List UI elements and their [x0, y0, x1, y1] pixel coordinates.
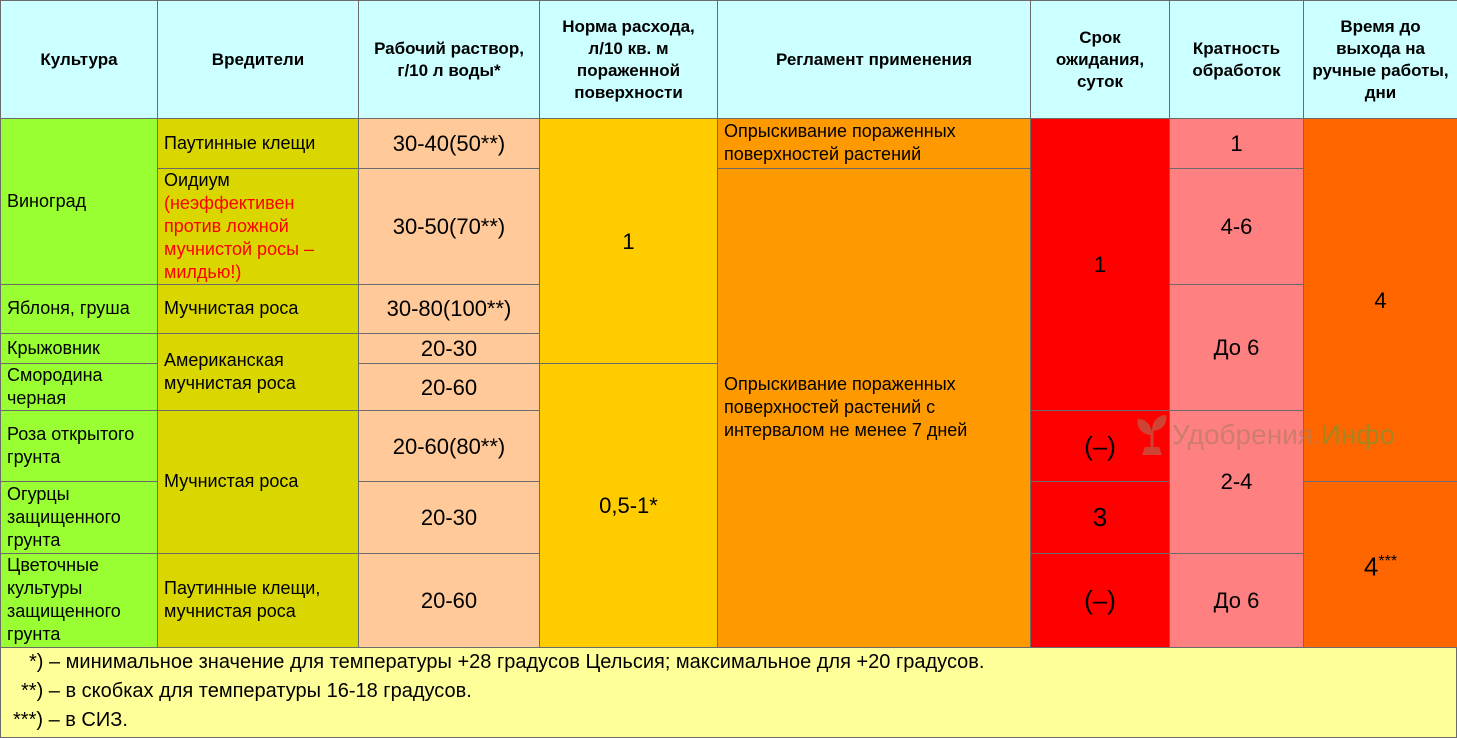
- solution-cell: 20-60: [359, 553, 540, 647]
- header-pests: Вредители: [158, 1, 359, 119]
- pest-powdery: Мучнистая роса: [158, 284, 359, 333]
- solution-cell: 30-50(70**): [359, 168, 540, 284]
- solution-cell: 20-60: [359, 364, 540, 411]
- culture-gooseberry: Крыжовник: [1, 334, 158, 364]
- header-culture: Культура: [1, 1, 158, 119]
- culture-apple: Яблоня, груша: [1, 284, 158, 333]
- header-multiplicity: Кратность обработок: [1170, 1, 1304, 119]
- culture-cucumber: Огурцы защищенного грунта: [1, 482, 158, 553]
- multiplicity-cell: 4-6: [1170, 168, 1304, 284]
- pest-oidium-note: (неэффективен против ложной мучнистой росы – милдью!): [164, 193, 314, 282]
- time-bottom-sup: ***: [1378, 553, 1397, 570]
- solution-cell: 20-30: [359, 334, 540, 364]
- regulation-top: Опрыскивание пораженных поверхностей растений: [718, 119, 1031, 168]
- footnotes: [0, 647, 1457, 738]
- regulation-bottom: Опрыскивание пораженных поверхностей растений с интервалом не менее 7 дней: [718, 168, 1031, 648]
- footnote-1: *) – минимальное значение для температуры +28 градусов Цельсия; максимальное для +20 градусов.: [1, 648, 1456, 677]
- footnote-3: ***) – в СИЗ.: [1, 706, 1456, 735]
- solution-cell: 20-30: [359, 482, 540, 553]
- pest-oidium: [158, 168, 359, 284]
- header-time: Время до выхода на ручные работы, дни: [1304, 1, 1457, 119]
- wait-cucumber: 3: [1031, 482, 1170, 553]
- header-solution: Рабочий раствор, г/10 л воды*: [359, 1, 540, 119]
- pest-powdery: Мучнистая роса: [158, 411, 359, 553]
- time-top: 4: [1304, 119, 1457, 482]
- footnote-2: **) – в скобках для температуры 16-18 градусов.: [1, 677, 1456, 706]
- multiplicity-cell: До 6: [1170, 553, 1304, 647]
- culture-currant: Смородина черная: [1, 364, 158, 411]
- multiplicity-cell: 2-4: [1170, 411, 1304, 553]
- header-norm: Норма расхода, л/10 кв. м пораженной поверхности: [540, 1, 718, 119]
- header-regulation: Регламент применения: [718, 1, 1031, 119]
- norm-top: 1: [540, 119, 718, 364]
- pest-spider-mites: Паутинные клещи: [158, 119, 359, 168]
- wait-rose: (–): [1031, 411, 1170, 482]
- pest-oidium-label: Оидиум: [164, 170, 230, 190]
- norm-bottom: 0,5-1*: [540, 364, 718, 648]
- header-row: [1, 1, 1457, 119]
- table-row: [1, 168, 1457, 284]
- pest-mites-powdery: Паутинные клещи, мучнистая роса: [158, 553, 359, 647]
- time-bottom-value: 4: [1364, 552, 1378, 582]
- multiplicity-cell: До 6: [1170, 284, 1304, 410]
- watermark-text-a: Удобрения.: [1172, 419, 1321, 450]
- table-row: [1, 119, 1457, 168]
- solution-cell: 30-40(50**): [359, 119, 540, 168]
- solution-cell: 20-60(80**): [359, 411, 540, 482]
- wait-flowers: (–): [1031, 553, 1170, 647]
- pest-american: Американская мучнистая роса: [158, 334, 359, 411]
- watermark-text-b: Инфо: [1321, 419, 1395, 450]
- culture-rose: Роза открытого грунта: [1, 411, 158, 482]
- multiplicity-cell: 1: [1170, 119, 1304, 168]
- culture-grape: Виноград: [1, 119, 158, 285]
- wait-top: 1: [1031, 119, 1170, 411]
- time-bottom: [1304, 482, 1457, 648]
- header-wait: Срок ожидания, суток: [1031, 1, 1170, 119]
- solution-cell: 30-80(100**): [359, 284, 540, 333]
- culture-flowers: Цветочные культуры защищенного грунта: [1, 553, 158, 647]
